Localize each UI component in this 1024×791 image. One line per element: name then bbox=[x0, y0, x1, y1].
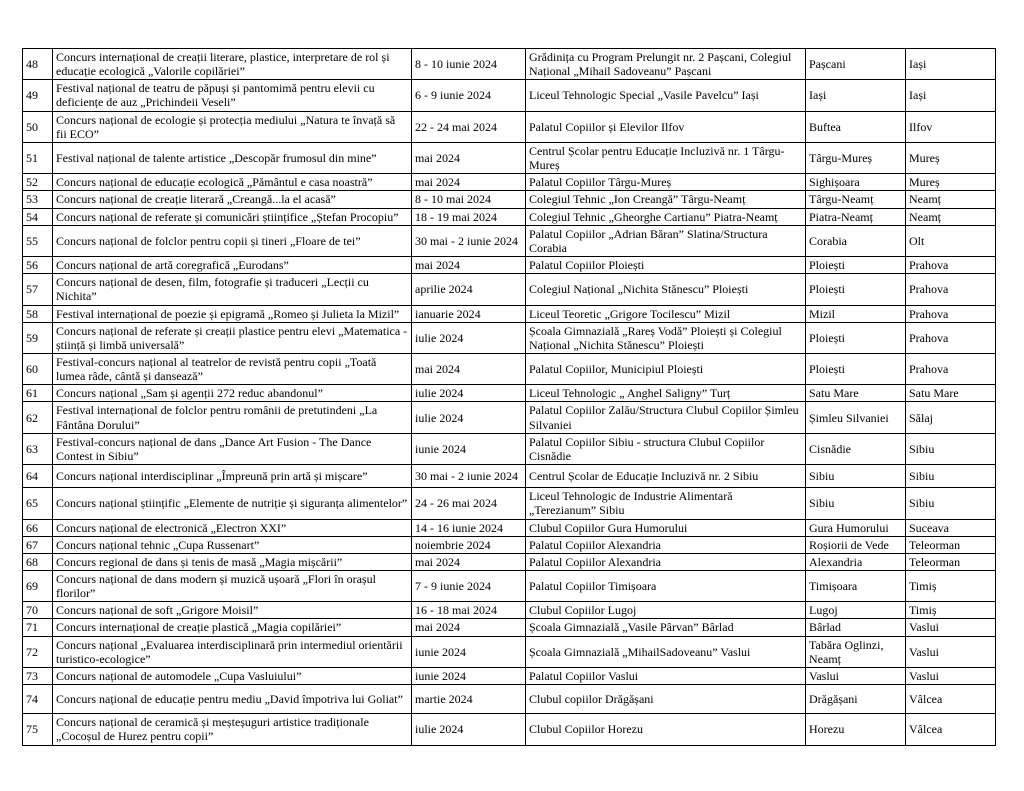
city-cell: Cisnădie bbox=[806, 433, 906, 464]
event-name-cell: Concurs național de creație literară „Creangă...la el acasă” bbox=[53, 191, 412, 208]
row-number-cell: 59 bbox=[23, 322, 53, 353]
row-number-cell: 52 bbox=[23, 174, 53, 191]
table-row bbox=[23, 385, 996, 402]
organizer-cell: Palatul Copiilor Sibiu - structura Clubul Copiilor Cisnădie bbox=[526, 433, 806, 464]
table-row bbox=[23, 402, 996, 433]
organizer-cell: Colegiul Tehnic „Ion Creangă” Târgu-Neamț bbox=[526, 191, 806, 208]
event-date-cell: 6 - 9 iunie 2024 bbox=[412, 80, 526, 111]
table-row bbox=[23, 225, 996, 256]
organizer-cell: Centrul Școlar de Educație Incluzivă nr. 2 Sibiu bbox=[526, 465, 806, 488]
table-row bbox=[23, 536, 996, 553]
table-row bbox=[23, 111, 996, 142]
row-number-cell: 69 bbox=[23, 571, 53, 602]
event-date-cell: mai 2024 bbox=[412, 353, 526, 384]
table-row bbox=[23, 305, 996, 322]
event-name-cell: Concurs național de referate și creații plastice pentru elevi „Matematica - știință și limbă universală” bbox=[53, 322, 412, 353]
row-number-cell: 68 bbox=[23, 553, 53, 570]
event-date-cell: 24 - 26 mai 2024 bbox=[412, 488, 526, 519]
row-number-cell: 65 bbox=[23, 488, 53, 519]
event-date-cell: noiembrie 2024 bbox=[412, 536, 526, 553]
table-row bbox=[23, 619, 996, 636]
event-date-cell: aprilie 2024 bbox=[412, 274, 526, 305]
county-cell: Sălaj bbox=[906, 402, 996, 433]
table-row bbox=[23, 685, 996, 714]
county-cell: Teleorman bbox=[906, 553, 996, 570]
event-date-cell: 14 - 16 iunie 2024 bbox=[412, 519, 526, 536]
event-name-cell: Concurs național de electronică „Electron XXI” bbox=[53, 519, 412, 536]
event-date-cell: ianuarie 2024 bbox=[412, 305, 526, 322]
event-name-cell: Festival-concurs național al teatrelor de revistă pentru copii „Toată lumea râde, cântă și dansează” bbox=[53, 353, 412, 384]
event-date-cell: 8 - 10 mai 2024 bbox=[412, 191, 526, 208]
organizer-cell: Clubul Copiilor Gura Humorului bbox=[526, 519, 806, 536]
row-number-cell: 56 bbox=[23, 257, 53, 274]
city-cell: Bârlad bbox=[806, 619, 906, 636]
county-cell: Vaslui bbox=[906, 667, 996, 684]
event-date-cell: 7 - 9 iunie 2024 bbox=[412, 571, 526, 602]
county-cell: Iași bbox=[906, 49, 996, 80]
county-cell: Vâlcea bbox=[906, 685, 996, 714]
table-row bbox=[23, 602, 996, 619]
city-cell: Mizil bbox=[806, 305, 906, 322]
county-cell: Neamț bbox=[906, 191, 996, 208]
table-row bbox=[23, 208, 996, 225]
city-cell: Roșiorii de Vede bbox=[806, 536, 906, 553]
row-number-cell: 72 bbox=[23, 636, 53, 667]
event-date-cell: mai 2024 bbox=[412, 553, 526, 570]
county-cell: Iași bbox=[906, 80, 996, 111]
events-table-body bbox=[23, 49, 996, 746]
event-name-cell: Festival internațional de poezie și epigramă „Romeo și Julieta la Mizil” bbox=[53, 305, 412, 322]
table-row bbox=[23, 571, 996, 602]
row-number-cell: 62 bbox=[23, 402, 53, 433]
organizer-cell: Liceul Tehnologic de Industrie Alimentară „Terezianum” Sibiu bbox=[526, 488, 806, 519]
county-cell: Prahova bbox=[906, 257, 996, 274]
table-row bbox=[23, 322, 996, 353]
table-row bbox=[23, 49, 996, 80]
table-row bbox=[23, 257, 996, 274]
event-date-cell: 22 - 24 mai 2024 bbox=[412, 111, 526, 142]
event-name-cell: Concurs internațional de creații literare, plastice, interpretare de rol și educație ecologică „Valorile copilăriei” bbox=[53, 49, 412, 80]
city-cell: Șimleu Silvaniei bbox=[806, 402, 906, 433]
city-cell: Lugoj bbox=[806, 602, 906, 619]
event-name-cell: Concurs național „Evaluarea interdisciplinară prin intermediul orientării turistico-ecologice” bbox=[53, 636, 412, 667]
organizer-cell: Liceul Tehnologic „ Anghel Saligny” Turț bbox=[526, 385, 806, 402]
row-number-cell: 60 bbox=[23, 353, 53, 384]
row-number-cell: 50 bbox=[23, 111, 53, 142]
county-cell: Vâlcea bbox=[906, 714, 996, 745]
row-number-cell: 67 bbox=[23, 536, 53, 553]
organizer-cell: Clubul Copiilor Horezu bbox=[526, 714, 806, 745]
city-cell: Piatra-Neamț bbox=[806, 208, 906, 225]
event-name-cell: Concurs național de ceramică și meșteșuguri artistice tradiționale „Cocoșul de Hurez pentru copii” bbox=[53, 714, 412, 745]
city-cell: Vaslui bbox=[806, 667, 906, 684]
table-row bbox=[23, 714, 996, 745]
event-date-cell: iunie 2024 bbox=[412, 433, 526, 464]
table-row bbox=[23, 488, 996, 519]
city-cell: Drăgășani bbox=[806, 685, 906, 714]
city-cell: Pașcani bbox=[806, 49, 906, 80]
event-date-cell: iulie 2024 bbox=[412, 714, 526, 745]
organizer-cell: Școala Gimnazială „Vasile Pârvan” Bârlad bbox=[526, 619, 806, 636]
organizer-cell: Palatul Copiilor și Elevilor Ilfov bbox=[526, 111, 806, 142]
row-number-cell: 63 bbox=[23, 433, 53, 464]
city-cell: Timișoara bbox=[806, 571, 906, 602]
city-cell: Buftea bbox=[806, 111, 906, 142]
organizer-cell: Colegiul Tehnic „Gheorghe Cartianu” Piatra-Neamț bbox=[526, 208, 806, 225]
row-number-cell: 48 bbox=[23, 49, 53, 80]
county-cell: Sibiu bbox=[906, 433, 996, 464]
event-name-cell: Festival național de teatru de păpuși și pantomimă pentru elevii cu deficiențe de auz „Prichindeii Veseli” bbox=[53, 80, 412, 111]
row-number-cell: 58 bbox=[23, 305, 53, 322]
city-cell: Ploiești bbox=[806, 257, 906, 274]
table-row bbox=[23, 519, 996, 536]
organizer-cell: Liceul Teoretic „Grigore Tocilescu” Mizil bbox=[526, 305, 806, 322]
event-date-cell: 30 mai - 2 iunie 2024 bbox=[412, 465, 526, 488]
event-date-cell: mai 2024 bbox=[412, 174, 526, 191]
county-cell: Prahova bbox=[906, 305, 996, 322]
organizer-cell: Palatul Copiilor Zalău/Structura Clubul Copiilor Șimleu Silvaniei bbox=[526, 402, 806, 433]
county-cell: Mureș bbox=[906, 142, 996, 173]
table-row bbox=[23, 80, 996, 111]
city-cell: Sibiu bbox=[806, 465, 906, 488]
county-cell: Sibiu bbox=[906, 488, 996, 519]
city-cell: Târgu-Neamț bbox=[806, 191, 906, 208]
city-cell: Satu Mare bbox=[806, 385, 906, 402]
event-name-cell: Concurs național de dans modern și muzică ușoară „Flori în orașul florilor” bbox=[53, 571, 412, 602]
organizer-cell: Palatul Copiilor Alexandria bbox=[526, 536, 806, 553]
row-number-cell: 49 bbox=[23, 80, 53, 111]
event-name-cell: Concurs național tehnic „Cupa Russenart” bbox=[53, 536, 412, 553]
event-name-cell: Concurs național de desen, film, fotografie și traduceri „Lecții cu Nichita” bbox=[53, 274, 412, 305]
event-name-cell: Concurs național interdisciplinar „Împreună prin artă și mișcare” bbox=[53, 465, 412, 488]
event-name-cell: Concurs național „Sam și agenții 272 reduc abandonul” bbox=[53, 385, 412, 402]
event-date-cell: mai 2024 bbox=[412, 142, 526, 173]
organizer-cell: Palatul Copiilor Târgu-Mureș bbox=[526, 174, 806, 191]
city-cell: Tabăra Oglinzi, Neamț bbox=[806, 636, 906, 667]
event-name-cell: Concurs național de folclor pentru copii și tineri „Floare de tei” bbox=[53, 225, 412, 256]
organizer-cell: Palatul Copiilor Ploiești bbox=[526, 257, 806, 274]
event-date-cell: iunie 2024 bbox=[412, 636, 526, 667]
event-date-cell: iulie 2024 bbox=[412, 322, 526, 353]
county-cell: Timiș bbox=[906, 602, 996, 619]
city-cell: Alexandria bbox=[806, 553, 906, 570]
row-number-cell: 71 bbox=[23, 619, 53, 636]
city-cell: Ploiești bbox=[806, 274, 906, 305]
city-cell: Târgu-Mureș bbox=[806, 142, 906, 173]
table-row bbox=[23, 274, 996, 305]
organizer-cell: Palatul Copiilor Timișoara bbox=[526, 571, 806, 602]
event-name-cell: Concurs național de educație ecologică „Pământul e casa noastră” bbox=[53, 174, 412, 191]
county-cell: Suceava bbox=[906, 519, 996, 536]
organizer-cell: Colegiul Național „Nichita Stănescu” Ploiești bbox=[526, 274, 806, 305]
event-date-cell: 18 - 19 mai 2024 bbox=[412, 208, 526, 225]
organizer-cell: Centrul Școlar pentru Educație Incluzivă nr. 1 Târgu-Mureș bbox=[526, 142, 806, 173]
county-cell: Teleorman bbox=[906, 536, 996, 553]
table-row bbox=[23, 553, 996, 570]
events-table bbox=[22, 48, 996, 746]
row-number-cell: 73 bbox=[23, 667, 53, 684]
row-number-cell: 64 bbox=[23, 465, 53, 488]
county-cell: Neamț bbox=[906, 208, 996, 225]
event-name-cell: Festival național de talente artistice „Descopăr frumosul din mine” bbox=[53, 142, 412, 173]
event-name-cell: Concurs național de ecologie și protecția mediului „Natura te învață să fii ECO” bbox=[53, 111, 412, 142]
event-date-cell: 16 - 18 mai 2024 bbox=[412, 602, 526, 619]
event-date-cell: iulie 2024 bbox=[412, 385, 526, 402]
event-date-cell: 30 mai - 2 iunie 2024 bbox=[412, 225, 526, 256]
city-cell: Gura Humorului bbox=[806, 519, 906, 536]
event-date-cell: mai 2024 bbox=[412, 257, 526, 274]
event-date-cell: iunie 2024 bbox=[412, 667, 526, 684]
city-cell: Ploiești bbox=[806, 322, 906, 353]
organizer-cell: Grădinița cu Program Prelungit nr. 2 Pașcani, Colegiul Național „Mihail Sadoveanu” Pașcani bbox=[526, 49, 806, 80]
row-number-cell: 75 bbox=[23, 714, 53, 745]
row-number-cell: 70 bbox=[23, 602, 53, 619]
table-row bbox=[23, 174, 996, 191]
event-date-cell: martie 2024 bbox=[412, 685, 526, 714]
table-row bbox=[23, 667, 996, 684]
event-name-cell: Concurs național științific „Elemente de nutriție și siguranța alimentelor” bbox=[53, 488, 412, 519]
event-name-cell: Festival internațional de folclor pentru românii de pretutindeni „La Fântâna Dorului” bbox=[53, 402, 412, 433]
table-row bbox=[23, 191, 996, 208]
row-number-cell: 51 bbox=[23, 142, 53, 173]
organizer-cell: Palatul Copiilor, Municipiul Ploiești bbox=[526, 353, 806, 384]
organizer-cell: Palatul Copiilor „Adrian Băran” Slatina/Structura Corabia bbox=[526, 225, 806, 256]
county-cell: Prahova bbox=[906, 353, 996, 384]
city-cell: Corabia bbox=[806, 225, 906, 256]
city-cell: Sibiu bbox=[806, 488, 906, 519]
event-name-cell: Concurs național de artă coregrafică „Eurodans” bbox=[53, 257, 412, 274]
county-cell: Prahova bbox=[906, 274, 996, 305]
city-cell: Ploiești bbox=[806, 353, 906, 384]
event-name-cell: Festival-concurs național de dans „Dance Art Fusion - The Dance Contest in Sibiu” bbox=[53, 433, 412, 464]
table-row bbox=[23, 353, 996, 384]
event-date-cell: 8 - 10 iunie 2024 bbox=[412, 49, 526, 80]
organizer-cell: Clubul Copiilor Lugoj bbox=[526, 602, 806, 619]
county-cell: Sibiu bbox=[906, 465, 996, 488]
event-name-cell: Concurs național de educație pentru mediu „David împotriva lui Goliat” bbox=[53, 685, 412, 714]
county-cell: Prahova bbox=[906, 322, 996, 353]
event-name-cell: Concurs național de automodele „Cupa Vasluiului” bbox=[53, 667, 412, 684]
county-cell: Mureș bbox=[906, 174, 996, 191]
city-cell: Horezu bbox=[806, 714, 906, 745]
row-number-cell: 61 bbox=[23, 385, 53, 402]
event-name-cell: Concurs național de soft „Grigore Moisil” bbox=[53, 602, 412, 619]
organizer-cell: Palatul Copiilor Vaslui bbox=[526, 667, 806, 684]
row-number-cell: 54 bbox=[23, 208, 53, 225]
organizer-cell: Palatul Copiilor Alexandria bbox=[526, 553, 806, 570]
event-date-cell: iulie 2024 bbox=[412, 402, 526, 433]
city-cell: Sighișoara bbox=[806, 174, 906, 191]
county-cell: Timiș bbox=[906, 571, 996, 602]
row-number-cell: 53 bbox=[23, 191, 53, 208]
row-number-cell: 55 bbox=[23, 225, 53, 256]
county-cell: Vaslui bbox=[906, 636, 996, 667]
county-cell: Vaslui bbox=[906, 619, 996, 636]
event-name-cell: Concurs internațional de creație plastică „Magia copilăriei” bbox=[53, 619, 412, 636]
table-row bbox=[23, 465, 996, 488]
county-cell: Satu Mare bbox=[906, 385, 996, 402]
event-date-cell: mai 2024 bbox=[412, 619, 526, 636]
event-name-cell: Concurs național de referate și comunicări științifice „Ștefan Procopiu” bbox=[53, 208, 412, 225]
organizer-cell: Liceul Tehnologic Special „Vasile Pavelcu” Iași bbox=[526, 80, 806, 111]
event-name-cell: Concurs regional de dans și tenis de masă „Magia mișcării” bbox=[53, 553, 412, 570]
county-cell: Olt bbox=[906, 225, 996, 256]
table-row bbox=[23, 636, 996, 667]
city-cell: Iași bbox=[806, 80, 906, 111]
row-number-cell: 74 bbox=[23, 685, 53, 714]
organizer-cell: Școala Gimnazială „MihailSadoveanu” Vaslui bbox=[526, 636, 806, 667]
county-cell: Ilfov bbox=[906, 111, 996, 142]
table-row bbox=[23, 142, 996, 173]
organizer-cell: Clubul copiilor Drăgășani bbox=[526, 685, 806, 714]
row-number-cell: 57 bbox=[23, 274, 53, 305]
row-number-cell: 66 bbox=[23, 519, 53, 536]
organizer-cell: Școala Gimnazială „Rareș Vodă” Ploiești și Colegiul Național „Nichita Stănescu” Ploiești bbox=[526, 322, 806, 353]
table-row bbox=[23, 433, 996, 464]
